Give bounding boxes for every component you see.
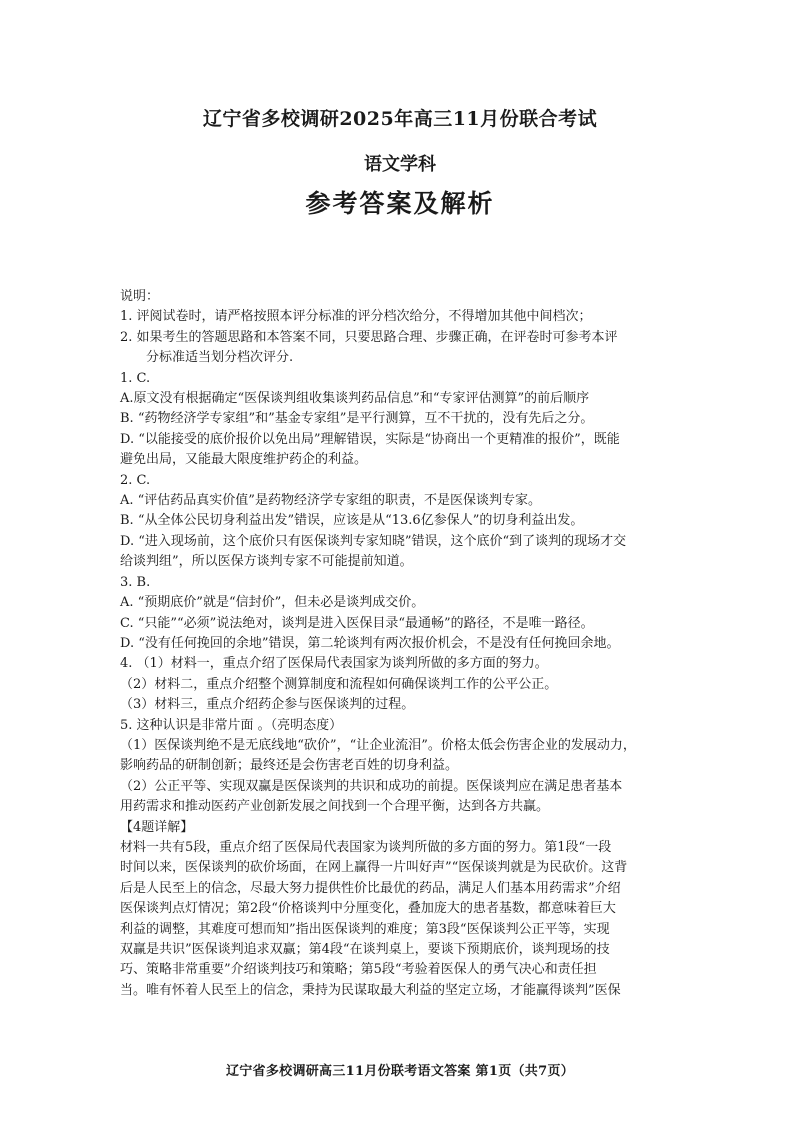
text-line: A. “评估药品真实价值”是药物经济学专家组的职责，不是医保谈判专家。 (120, 493, 541, 509)
text-line: 2. C. (120, 472, 151, 488)
text-line: B. “从全体公民切身利益出发”错误，应该是从“13.6亿参保人”的切身利益出发。 (120, 513, 584, 529)
text-line: 影响药品的研制创新；最终还是会伤害老百姓的切身利益。 (120, 758, 459, 774)
text-line: 后是人民至上的信念，尽最大努力提供性价比最优的药品，满足人们基本用药需求”介绍 (120, 880, 621, 896)
answer-key-title: 参考答案及解析 (305, 189, 495, 218)
subject-title: 语文学科 (364, 154, 436, 175)
text-line: 材料一共有5段，重点介绍了医保局代表国家为谈判所做的多方面的努力。第1段“一段 (120, 839, 612, 855)
text-line: （2）公正平等、实现双赢是医保谈判的共识和成功的前提。医保谈判应在满足患者基本 (120, 778, 623, 794)
text-line: 巧、策略非常重要”介绍谈判技巧和策略；第5段“考验着医保人的勇气决心和责任担 (120, 962, 597, 978)
text-line: 利益的调整，其难度可想而知”指出医保谈判的难度；第3段“医保谈判公正平等，实现 (120, 921, 610, 937)
text-line: （2）材料二，重点介绍整个测算制度和流程如何确保谈判工作的公平公正。 (120, 676, 558, 692)
text-line: 用药需求和推动医药产业创新发展之间找到一个合理平衡，达到各方共赢。 (120, 799, 550, 815)
text-line: D. “以能接受的底价报价以免出局”理解错误，实际是“协商出一个更精准的报价”，既能 (120, 431, 620, 447)
text-line: （3）材料三，重点介绍药企参与医保谈判的过程。 (120, 697, 415, 713)
text-line: 4. （1）材料一，重点介绍了医保局代表国家为谈判所做的多方面的努力。 (120, 656, 548, 672)
text-line: A.原文没有根据确定“医保谈判组收集谈判药品信息”和“专家评估测算”的前后顺序 (120, 391, 590, 407)
text-line: B. “药物经济学专家组”和”基金专家组”是平行测算，互不干扰的，没有先后之分。 (120, 411, 594, 427)
text-line: 2. 如果考生的答题思路和本答案不同，只要思路合理、步骤正确，在评卷时可参考本评 (120, 329, 618, 345)
text-line: A. “预期底价”就是“信封价”，但未必是谈判成交价。 (120, 595, 425, 611)
text-line: 1. 评阅试卷时，请严格按照本评分标准的评分档次给分，不得增加其他中间档次； (120, 309, 592, 325)
text-line: 5. 这种认识是非常片面 。（亮明态度） (120, 717, 343, 733)
text-line: 给谈判组”，所以医保方谈判专家不可能提前知道。 (120, 554, 413, 570)
document-body (120, 287, 680, 1001)
text-line: （1）医保谈判绝不是无底线地“砍价”，“让企业流泪”。价格太低会伤害企业的发展动力， (120, 737, 636, 753)
text-line: 说明： (120, 289, 160, 304)
text-line: C. “只能”“必须”说法绝对，谈判是进入医保目录“最通畅”的路径，不是唯一路径。 (120, 615, 594, 631)
text-line: 医保谈判点灯情况；第2段“价格谈判中分厘变化，叠加庞大的患者基数，都意味着巨大 (120, 901, 616, 917)
text-line: 分标准适当划分档次评分. (146, 350, 294, 366)
page-footer: 辽宁省多校调研高三11月份联考语文答案 第1页（共7页） (225, 1064, 575, 1079)
text-line: 【4题详解】 (120, 819, 194, 835)
text-line: 双赢是共识”医保谈判追求双赢；第4段“在谈判桌上，要谈下预期底价，谈判现场的技 (120, 942, 610, 957)
text-line: 避免出局，又能最大限度维护药企的利益。 (120, 452, 368, 468)
text-line: 当。唯有怀着人民至上的信念，秉持为民谋取最大利益的坚定立场，才能赢得谈判”医保 (120, 982, 621, 998)
text-line: 时间以来，医保谈判的砍价场面，在网上赢得一片叫好声”“医保谈判就是为民砍价。这背 (120, 860, 628, 876)
text-line: 1. C. (120, 370, 151, 386)
text-line: D. “没有任何挽回的余地”错误，第二轮谈判有两次报价机会，不是没有任何挽回余地。 (120, 635, 620, 651)
text-line: 3. B. (120, 574, 151, 590)
exam-title: 辽宁省多校调研2025年高三11月份联合考试 (202, 108, 598, 130)
text-line: D. “进入现场前，这个底价只有医保谈判专家知晓”错误，这个底价“到了谈判的现场才交 (120, 533, 627, 549)
